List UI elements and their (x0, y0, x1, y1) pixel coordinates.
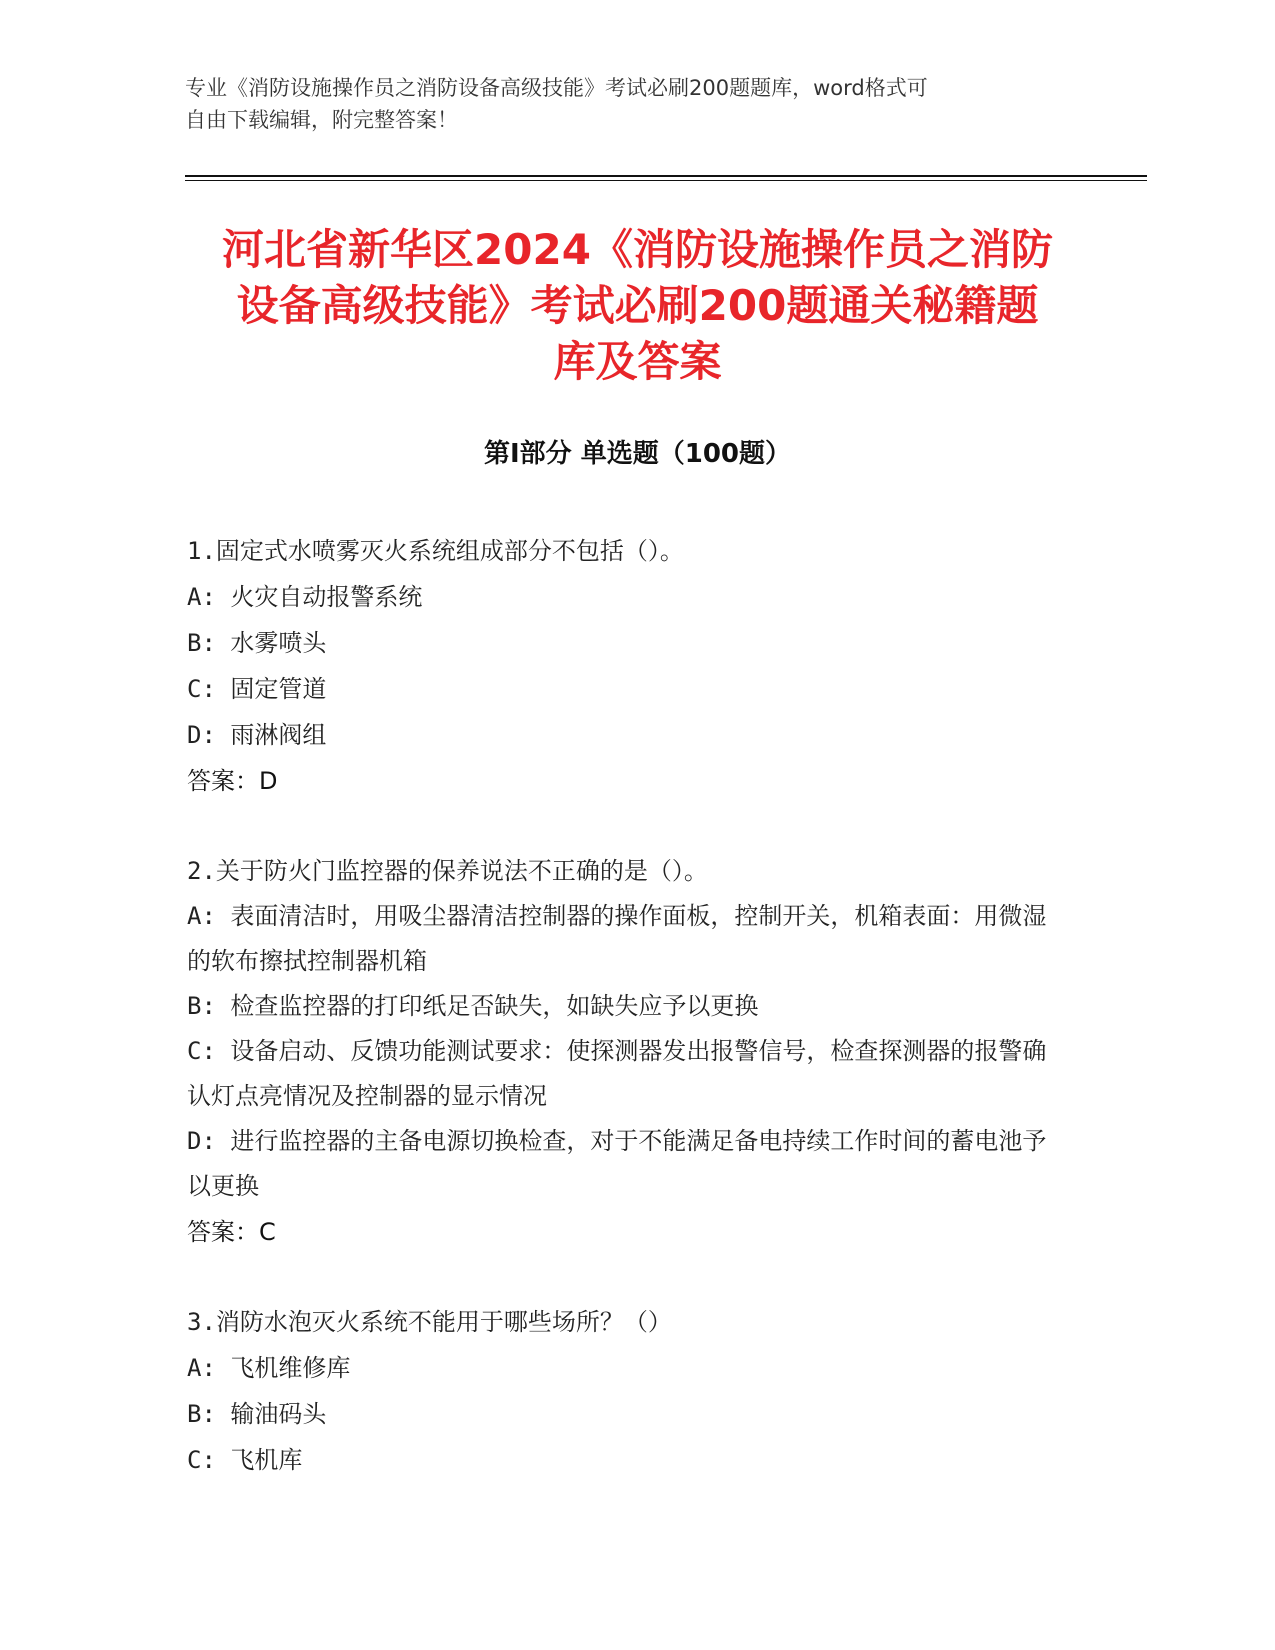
option-c: C: 固定管道 (187, 675, 327, 703)
option-d: D: 雨淋阀组 (187, 721, 327, 749)
question-stem: 1.固定式水喷雾灭火系统组成部分不包括（）。 (187, 537, 684, 565)
option-b: B: 水雾喷头 (187, 629, 327, 657)
question-2 (187, 848, 1067, 1255)
answer: 答案：C (187, 1218, 276, 1246)
question-stem: 2.关于防火门监控器的保养说法不正确的是（）。 (187, 857, 708, 885)
question-list (187, 528, 1067, 1527)
header-divider (185, 175, 1147, 177)
header-note-line: 专业《消防设施操作员之消防设备高级技能》考试必刷200题题库，word格式可 (185, 76, 928, 100)
option-c: C: 飞机库 (187, 1446, 303, 1474)
option-b: B: 检查监控器的打印纸足否缺失，如缺失应予以更换 (187, 992, 759, 1020)
title-line: 设备高级技能》考试必刷200题通关秘籍题 (236, 281, 1039, 330)
option-a: A: 表面清洁时，用吸尘器清洁控制器的操作面板，控制开关，机箱表面：用微湿的软布擦拭控制器机箱 (187, 902, 1047, 975)
option-d: D: 进行监控器的主备电源切换检查，对于不能满足备电持续工作时间的蓄电池予以更换 (187, 1127, 1047, 1200)
answer: 答案：D (187, 767, 278, 795)
document-title (150, 222, 1125, 390)
question-3 (187, 1299, 1067, 1483)
title-line: 河北省新华区2024《消防设施操作员之消防 (222, 225, 1053, 274)
option-c: C: 设备启动、反馈功能测试要求：使探测器发出报警信号，检查探测器的报警确认灯点亮情况及控制器的显示情况 (187, 1037, 1047, 1110)
header-note (185, 72, 1085, 136)
question-1 (187, 528, 1067, 804)
section-title: 第Ⅰ部分 单选题（100题） (484, 439, 791, 469)
header-divider-thin (185, 180, 1147, 181)
option-b: B: 输油码头 (187, 1400, 327, 1428)
option-a: A: 飞机维修库 (187, 1354, 351, 1382)
header-note-line: 自由下载编辑，附完整答案！ (185, 108, 458, 132)
question-stem: 3.消防水泡灭火系统不能用于哪些场所？（） (187, 1308, 672, 1336)
option-a: A: 火灾自动报警系统 (187, 583, 423, 611)
title-line: 库及答案 (553, 337, 722, 386)
